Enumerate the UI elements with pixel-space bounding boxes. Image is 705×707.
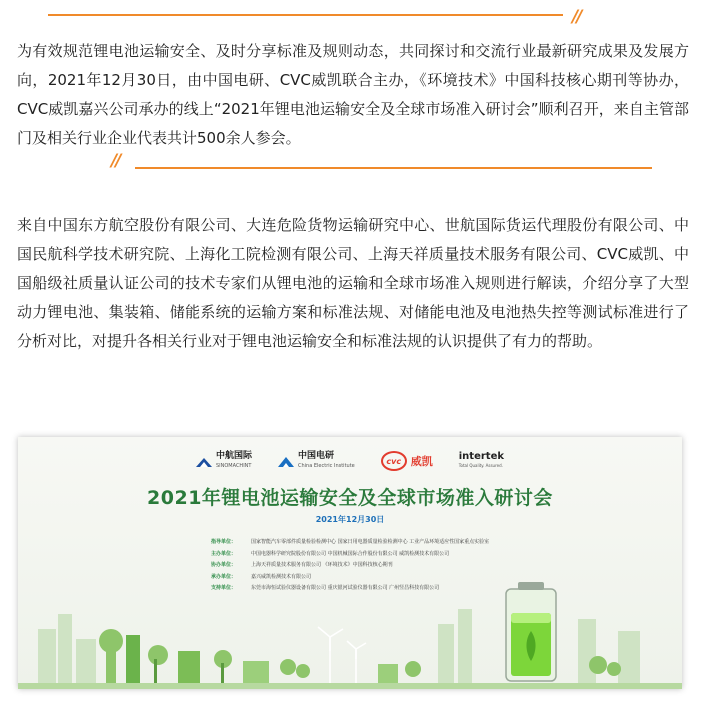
cei-logo-icon	[278, 456, 294, 467]
organizer-row	[211, 549, 511, 561]
sinomachint-logo-icon	[196, 456, 212, 467]
organizer-text: 中国电器科学研究院股份有限公司 中国机械国际合作股份有限公司 威凯检测技术有限公司	[251, 550, 450, 557]
experts-paragraph: 来自中国东方航空股份有限公司、大连危险货物运输研究中心、世航国际货运代理股份有限公司、中国民航科学技术研究院、上海化工院检测有限公司、上海天祥质量技术服务有限公司、CVC威凯、中国船级社质量认证公司的技术专家们从锂电池的运输和全球市场准入规则进行解读，介绍分享了大型动力锂电池、集装箱、储能系统的运输方案和标准法规、对储能电池及电池热失控等测试标准进行了分析对比，对提升各相关行业对于锂电池运输安全和标准法规的认识提供了有力的帮助。	[17, 216, 689, 350]
cvc-logo-icon: cvc	[381, 451, 407, 471]
organizer-label: 指导单位：	[211, 539, 237, 545]
logo-intertek-tagline: Total Quality. Assured.	[458, 463, 503, 468]
logo-cvc	[381, 451, 433, 471]
organizer-text: 上海天祥质量技术服务有限公司 《环境技术》中国科技核心期刊	[251, 562, 393, 568]
organizer-label: 主办单位：	[211, 550, 237, 557]
logo-intertek-name: intertek	[458, 451, 505, 462]
logo-cvc-cn: 威凯	[410, 455, 433, 468]
logo-cei-en: China Electric Institute	[297, 463, 355, 469]
middle-slash-mark: //	[111, 151, 120, 171]
logo-bar	[18, 451, 682, 471]
logo-intertek	[459, 452, 504, 470]
organizer-label: 承办单位：	[211, 573, 237, 580]
organizer-text: 国家智能汽车零部件质量检验检测中心 国家日用电器质量检验检测中心 工业产品环境适应性国家重点实验室	[251, 539, 490, 545]
green-city-illustration	[18, 569, 682, 689]
organizer-label: 支持单位：	[211, 585, 237, 591]
organizer-label: 协办单位：	[211, 562, 237, 568]
banner-title: 2021年锂电池运输安全及全球市场准入研讨会	[147, 487, 553, 509]
green-battery-icon	[506, 582, 556, 681]
conference-banner	[18, 437, 682, 689]
ground-strip-shape	[18, 683, 682, 689]
organizer-text: 东莞市海恒试验仪器设备有限公司 重庆银河试验仪器有限公司 广州竖昌科技有限公司	[251, 585, 440, 591]
middle-divider-line	[135, 167, 652, 169]
logo-cei	[278, 451, 355, 471]
logo-sinomachint-en: SINOMACHINT	[215, 463, 252, 469]
intro-paragraph: 为有效规范锂电池运输安全、及时分享标准及规则动态，共同探讨和交流行业最新研究成果及发展方向，2021年12月30日，由中国电研、CVC威凯联合主办，《环境技术》中国科技核心期刊等协办，CVC威凯嘉兴公司承办的线上“2021年锂电池运输安全及全球市场准入研讨会”顺利召开，来自主管部门及相关行业企业代表共计500余人参会。	[17, 42, 689, 147]
logo-cei-cn: 中国电研	[297, 451, 334, 461]
organizer-row	[211, 537, 511, 549]
banner-date: 2021年12月30日	[315, 515, 385, 524]
organizer-text: 嘉兴威凯检测技术有限公司	[251, 573, 312, 580]
top-slash-mark: //	[572, 7, 581, 27]
top-divider-line	[48, 14, 563, 16]
logo-sinomachint	[196, 451, 252, 471]
wind-turbine-icon	[318, 627, 366, 687]
logo-sinomachint-cn: 中航国际	[215, 451, 252, 461]
